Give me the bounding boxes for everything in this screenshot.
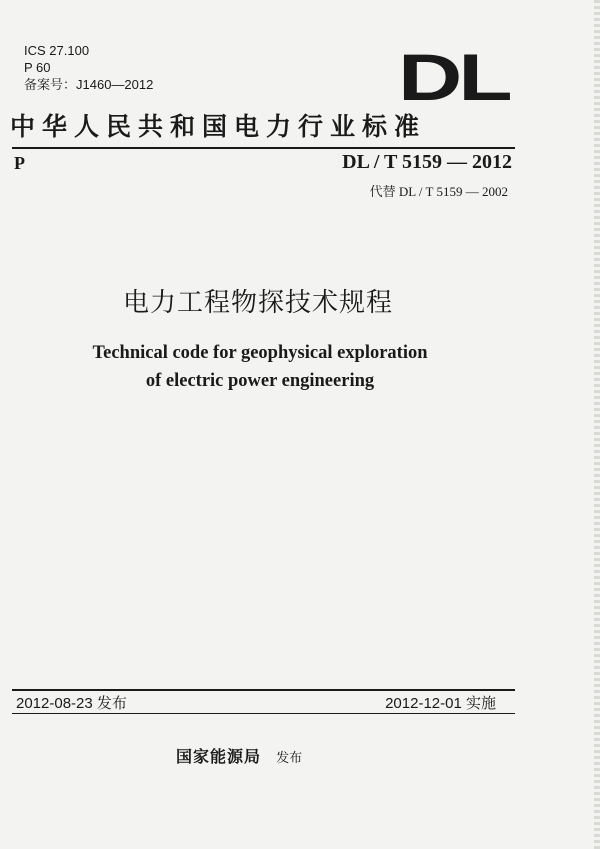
standard-title: 中华人民共和国电力行业标准 <box>10 112 427 141</box>
issue-date: 2012-08-23 发布 <box>16 695 127 712</box>
document-title-en-line2: of electric power engineering <box>145 371 375 391</box>
classification-letter: P <box>14 153 25 173</box>
document-title-en-line1: Technical code for geophysical exploration <box>92 343 428 363</box>
publisher <box>176 744 302 767</box>
publisher-action: 发布 <box>276 751 303 766</box>
filing-number: 备案号：J1460—2012 <box>24 77 154 92</box>
document-title-zh: 电力工程物探技术规程 <box>122 288 393 318</box>
header-divider <box>12 147 515 149</box>
publisher-org: 国家能源局 <box>176 747 262 766</box>
dl-logo: DL <box>398 40 509 114</box>
ics-code: ICS 27.100 <box>24 43 90 58</box>
replaces-code: 代替 DL / T 5159 — 2002 <box>369 184 508 199</box>
implement-date: 2012-12-01 实施 <box>385 695 496 712</box>
scan-edge <box>594 0 600 849</box>
class-code: P 60 <box>24 60 51 75</box>
standard-code: DL / T 5159 — 2012 <box>342 151 512 173</box>
document-meta <box>24 42 153 93</box>
footer-divider-top <box>12 689 515 691</box>
footer-divider-bottom <box>12 713 515 714</box>
